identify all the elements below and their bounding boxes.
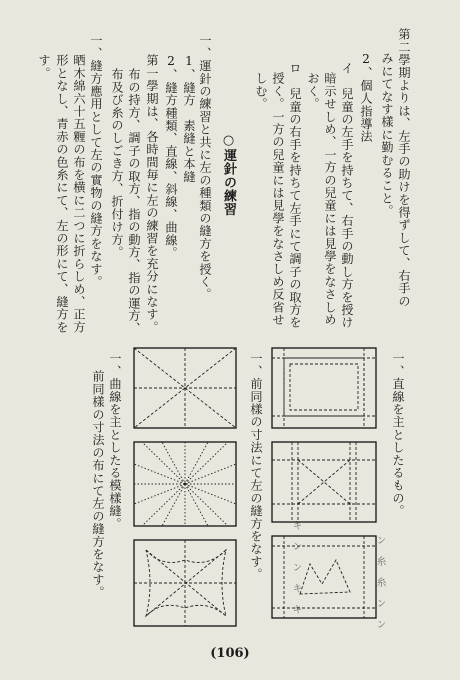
text-col-11: 一、運針の練習と共に左の種類の縫方を授く。 bbox=[198, 34, 212, 301]
text-col-13: 2、縫方種類、直線、斜線、曲線。 bbox=[164, 54, 178, 259]
border-pattern-figure-1 bbox=[270, 346, 380, 432]
page-number: (106) bbox=[210, 646, 250, 661]
text-col-12: 1、縫方 素縫と本縫 bbox=[182, 54, 196, 183]
text-col-1: 第二學期よりは、左手の助けを得ずして、右手の bbox=[397, 28, 411, 308]
text-col-4: イ 兒童の左手を持ちて、右手の動し方を授け bbox=[340, 62, 354, 329]
caption-same-size-2: 前同樣の寸法の布にて左の縫方をなす。 bbox=[91, 370, 105, 599]
text-col-18: 晒木綿六十五糎の布を横に二つに折らしめ、正方 bbox=[72, 54, 86, 334]
text-col-16: 布及び糸のしごき方、折付け方。 bbox=[110, 68, 124, 259]
text-col-7: ロ 兒童の右手を持ちて左手にて調子の取方を bbox=[288, 62, 302, 329]
section-heading: ○運針の練習 bbox=[221, 133, 236, 216]
text-col-8: 授く。一方の兒童には見學をなさしめ反省せ bbox=[271, 72, 285, 326]
border-pattern-figure-3 bbox=[270, 534, 380, 622]
radiating-line-figure bbox=[132, 440, 240, 530]
border-pattern-figure-2 bbox=[270, 440, 380, 526]
text-col-15: 布の持方、調子の取方、指の動方、指の運方、 bbox=[127, 68, 141, 335]
text-col-2: みにてなす樣に勤むること。 bbox=[380, 52, 394, 218]
curved-line-figure bbox=[132, 538, 240, 630]
figure-annotation-left: キ ン ン キ キ bbox=[290, 520, 301, 615]
figure-annotation-right: ン 糸 糸 ン ン bbox=[374, 535, 385, 630]
text-col-5: 暗示せしめ、一方の兒童には見學をなさしめ bbox=[323, 72, 337, 326]
text-col-19: 形となし、青赤の色糸にて、左の形にて、縫方を bbox=[55, 54, 69, 334]
straight-line-figure bbox=[132, 346, 240, 432]
caption-same-size: 一、前同樣の寸法にて左の縫方をなす。 bbox=[249, 352, 263, 581]
caption-curve: 一、曲線を主としたる模樣縫。 bbox=[108, 352, 122, 530]
text-col-9: しむ。 bbox=[254, 72, 268, 111]
text-col-6: おく。 bbox=[306, 72, 320, 111]
text-col-3: 2、個人指導法 bbox=[359, 52, 373, 143]
text-col-17: 一、縫方應用として左の實物の縫方をなす。 bbox=[89, 34, 103, 288]
caption-straight: 一、直線を主としたるもの。 bbox=[391, 352, 405, 518]
text-col-20: す。 bbox=[37, 54, 51, 80]
text-col-14: 第一學期は、各時間毎に左の練習を充分になす。 bbox=[145, 54, 159, 334]
